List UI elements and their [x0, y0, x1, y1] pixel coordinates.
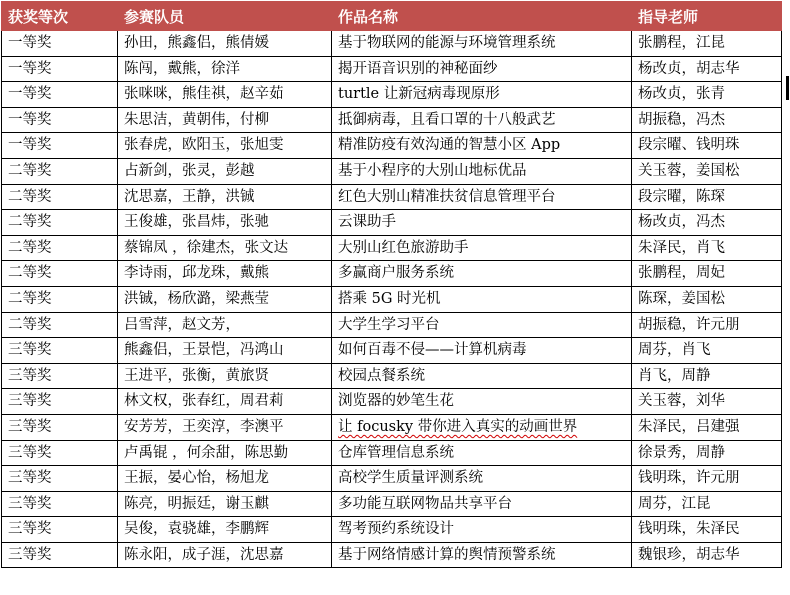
cell-advisor: [632, 133, 782, 159]
cell-award-text: 三等奖: [8, 342, 52, 359]
cell-award-text: 二等奖: [8, 188, 52, 205]
cell-members: [118, 312, 332, 338]
cell-award-text: 三等奖: [8, 546, 52, 563]
cell-advisor-text: 张鹏程，江昆: [638, 35, 725, 52]
cell-award: [2, 491, 118, 517]
cell-award-text: 二等奖: [8, 290, 52, 307]
cell-work-text: 浏览器的妙笔生花: [338, 393, 454, 410]
cell-members-text: 卢禹锟 ，何余甜，陈思勤: [124, 444, 289, 461]
cell-members-text: 陈闯，戴熊，徐洋: [124, 60, 240, 77]
table-row: [2, 517, 782, 543]
cell-advisor: [632, 82, 782, 108]
cell-advisor: [632, 235, 782, 261]
cell-members-text: 李诗雨，邱龙珠，戴熊: [124, 265, 269, 282]
cell-award: [2, 82, 118, 108]
cell-advisor-text: 胡振稳，冯杰: [638, 111, 725, 128]
header-work: 作品名称: [332, 2, 632, 31]
cell-members: [118, 414, 332, 440]
cell-work: [332, 210, 632, 236]
cell-advisor: [632, 31, 782, 57]
cell-members: [118, 466, 332, 492]
cell-advisor-text: 关玉蓉，姜国松: [638, 163, 740, 180]
table-row: [2, 312, 782, 338]
header-row: [2, 2, 782, 31]
cell-advisor: [632, 210, 782, 236]
cell-advisor-text: 杨改贞，胡志华: [638, 60, 740, 77]
cell-work-text: 高校学生质量评测系统: [338, 470, 483, 487]
cell-work-text: 抵御病毒，且看口罩的十八般武艺: [338, 111, 556, 128]
table-row: [2, 210, 782, 236]
cell-members: [118, 31, 332, 57]
cell-advisor-text: 关玉蓉，刘华: [638, 393, 725, 410]
cell-members: [118, 56, 332, 82]
table-row: [2, 542, 782, 568]
cell-work: [332, 133, 632, 159]
cell-award: [2, 184, 118, 210]
cell-members-text: 陈亮，明振廷，谢玉麒: [124, 495, 269, 512]
cell-advisor: [632, 389, 782, 415]
cell-advisor: [632, 312, 782, 338]
cell-award-text: 一等奖: [8, 86, 52, 103]
awards-table: [1, 1, 782, 568]
cell-advisor: [632, 261, 782, 287]
cell-work: [332, 338, 632, 364]
cell-work-text: 基于物联网的能源与环境管理系统: [338, 35, 556, 52]
cell-work: [332, 542, 632, 568]
cell-advisor-text: 徐景秀，周静: [638, 444, 725, 461]
cell-members-text: 熊鑫侣，王景恺，冯鸿山: [124, 342, 284, 359]
cell-award-text: 二等奖: [8, 239, 52, 256]
cell-advisor-text: 肖飞，周静: [638, 367, 711, 384]
cell-members: [118, 210, 332, 236]
cell-members: [118, 107, 332, 133]
cell-award: [2, 414, 118, 440]
cell-work: [332, 31, 632, 57]
cell-members-text: 王进平，张衡，黄旅贤: [124, 367, 269, 384]
cell-work: [332, 466, 632, 492]
cell-work-text: 揭开语音识别的神秘面纱: [338, 60, 498, 77]
cell-advisor-text: 段宗曜、钱明珠: [638, 137, 740, 154]
cell-members: [118, 491, 332, 517]
table-row: [2, 286, 782, 312]
cell-members-text: 洪铖，杨欣潞，梁燕莹: [124, 290, 269, 307]
cell-advisor: [632, 286, 782, 312]
cell-advisor-text: 周芬，肖飞: [638, 342, 711, 359]
cell-advisor-text: 段宗曜，陈琛: [638, 188, 725, 205]
cell-award: [2, 466, 118, 492]
table-row: [2, 133, 782, 159]
cell-members: [118, 338, 332, 364]
cell-work: [332, 491, 632, 517]
cell-advisor: [632, 107, 782, 133]
cell-members-text: 安芳芳，王奕淳，李澳平: [124, 418, 284, 435]
table-row: [2, 184, 782, 210]
table-row: [2, 440, 782, 466]
cell-work-text: 多赢商户服务系统: [338, 265, 454, 282]
cell-advisor: [632, 466, 782, 492]
cell-members-text: 占新剑，张灵，彭越: [124, 163, 255, 180]
cell-work-text: 红色大别山精准扶贫信息管理平台: [338, 188, 556, 205]
cell-work: [332, 312, 632, 338]
cell-award: [2, 31, 118, 57]
cell-award: [2, 107, 118, 133]
cell-work: [332, 235, 632, 261]
cell-award: [2, 338, 118, 364]
table-body: [2, 31, 782, 568]
table-row: [2, 466, 782, 492]
cell-award: [2, 158, 118, 184]
cell-award-text: 三等奖: [8, 418, 52, 435]
header-award: 获奖等次: [2, 2, 118, 31]
cell-work: [332, 440, 632, 466]
cell-advisor-text: 朱泽民，吕建强: [638, 418, 740, 435]
cell-advisor-text: 杨改贞，张青: [638, 86, 725, 103]
cell-advisor-text: 张鹏程，周妃: [638, 265, 725, 282]
cell-advisor-text: 陈琛，姜国松: [638, 290, 725, 307]
cell-advisor: [632, 338, 782, 364]
table-row: [2, 107, 782, 133]
cell-award: [2, 440, 118, 466]
cell-work: [332, 107, 632, 133]
table-row: [2, 56, 782, 82]
header-advisor: 指导老师: [632, 2, 782, 31]
cell-work-text: 云课助手: [338, 214, 396, 231]
cell-members-text: 孙田，熊鑫侣，熊倩媛: [124, 35, 269, 52]
cell-award-text: 二等奖: [8, 163, 52, 180]
cell-award-text: 一等奖: [8, 60, 52, 77]
cell-members: [118, 389, 332, 415]
cell-award-text: 三等奖: [8, 444, 52, 461]
cell-advisor: [632, 517, 782, 543]
table-row: [2, 82, 782, 108]
cell-work: [332, 517, 632, 543]
cell-work-text: 基于小程序的大别山地标优品: [338, 163, 527, 180]
cell-work: [332, 261, 632, 287]
cell-work-text: 多功能互联网物品共享平台: [338, 495, 512, 512]
cell-work: [332, 158, 632, 184]
cell-award-text: 二等奖: [8, 214, 52, 231]
cell-members-text: 吴俊，袁骁雄，李鹏辉: [124, 521, 269, 538]
cell-award-text: 三等奖: [8, 521, 52, 538]
cell-advisor: [632, 56, 782, 82]
cell-members: [118, 235, 332, 261]
cell-members-text: 吕雪萍，赵文芳，: [124, 316, 240, 333]
cell-award: [2, 56, 118, 82]
cell-members-text: 朱思洁，黄朝伟，付柳: [124, 111, 269, 128]
cell-work: [332, 414, 632, 440]
cell-members: [118, 286, 332, 312]
cell-work-text: 基于网络情感计算的舆情预警系统: [338, 546, 556, 563]
cell-work-text: 精准防疫有效沟通的智慧小区 App: [338, 137, 561, 154]
table-row: [2, 261, 782, 287]
cell-advisor-text: 胡振稳，许元朋: [638, 316, 740, 333]
cell-advisor: [632, 542, 782, 568]
cell-work: [332, 184, 632, 210]
cell-award-text: 三等奖: [8, 495, 52, 512]
cell-members: [118, 158, 332, 184]
cell-advisor-text: 周芬，江昆: [638, 495, 711, 512]
selection-edge-mark: [786, 76, 789, 100]
cell-advisor-text: 钱明珠，朱泽民: [638, 521, 740, 538]
table-row: [2, 363, 782, 389]
table-row: [2, 389, 782, 415]
cell-work-text: 大别山红色旅游助手: [338, 239, 469, 256]
cell-award: [2, 517, 118, 543]
cell-members-text: 沈思嘉，王静，洪铖: [124, 188, 255, 205]
cell-work-text: 仓库管理信息系统: [338, 444, 454, 461]
cell-work-text: 如何百毒不侵——计算机病毒: [338, 342, 527, 359]
cell-members-text: 张咪咪，熊佳祺，赵辛茹: [124, 86, 284, 103]
cell-work: [332, 389, 632, 415]
cell-work-text: 让 focusky 带你进入真实的动画世界: [338, 418, 578, 435]
cell-members: [118, 363, 332, 389]
cell-members-text: 王俊雄，张昌炜，张驰: [124, 214, 269, 231]
cell-advisor-text: 杨改贞，冯杰: [638, 214, 725, 231]
cell-work: [332, 56, 632, 82]
cell-award: [2, 542, 118, 568]
cell-award: [2, 133, 118, 159]
cell-award-text: 三等奖: [8, 470, 52, 487]
cell-work-text: turtle 让新冠病毒现原形: [338, 86, 500, 103]
cell-members: [118, 82, 332, 108]
cell-work-text: 搭乘 5G 时光机: [338, 290, 441, 307]
cell-work-text: 大学生学习平台: [338, 316, 440, 333]
cell-award-text: 三等奖: [8, 393, 52, 410]
cell-members: [118, 440, 332, 466]
table-row: [2, 491, 782, 517]
cell-members-text: 王振，晏心怡，杨旭龙: [124, 470, 269, 487]
table-header: [2, 2, 782, 31]
cell-members: [118, 184, 332, 210]
cell-award-text: 二等奖: [8, 265, 52, 282]
cell-award: [2, 312, 118, 338]
cell-advisor: [632, 440, 782, 466]
cell-members: [118, 261, 332, 287]
cell-award-text: 一等奖: [8, 35, 52, 52]
cell-members-text: 陈永阳，成子涯，沈思嘉: [124, 546, 284, 563]
table-row: [2, 158, 782, 184]
cell-advisor: [632, 184, 782, 210]
header-members: 参赛队员: [118, 2, 332, 31]
cell-award: [2, 363, 118, 389]
cell-work: [332, 286, 632, 312]
cell-award: [2, 235, 118, 261]
cell-award: [2, 389, 118, 415]
table-row: [2, 235, 782, 261]
cell-work-text: 驾考预约系统设计: [338, 521, 454, 538]
cell-members-text: 张春虎，欧阳玉，张旭雯: [124, 137, 284, 154]
cell-advisor-text: 钱明珠，许元朋: [638, 470, 740, 487]
cell-advisor-text: 朱泽民，肖飞: [638, 239, 725, 256]
cell-award: [2, 261, 118, 287]
cell-award-text: 一等奖: [8, 137, 52, 154]
cell-advisor: [632, 414, 782, 440]
cell-work: [332, 363, 632, 389]
cell-members: [118, 542, 332, 568]
cell-advisor: [632, 158, 782, 184]
table-row: [2, 338, 782, 364]
table-row: [2, 31, 782, 57]
cell-award: [2, 210, 118, 236]
cell-advisor: [632, 491, 782, 517]
cell-work: [332, 82, 632, 108]
cell-award-text: 三等奖: [8, 367, 52, 384]
cell-award-text: 二等奖: [8, 316, 52, 333]
cell-advisor-text: 魏银珍，胡志华: [638, 546, 740, 563]
table-row: [2, 414, 782, 440]
cell-members-text: 林文权，张春红，周君莉: [124, 393, 284, 410]
cell-advisor: [632, 363, 782, 389]
cell-award-text: 一等奖: [8, 111, 52, 128]
cell-members: [118, 133, 332, 159]
cell-work-text: 校园点餐系统: [338, 367, 425, 384]
cell-award: [2, 286, 118, 312]
cell-members-text: 蔡锦凤 ，徐建杰，张文达: [124, 239, 289, 256]
cell-members: [118, 517, 332, 543]
